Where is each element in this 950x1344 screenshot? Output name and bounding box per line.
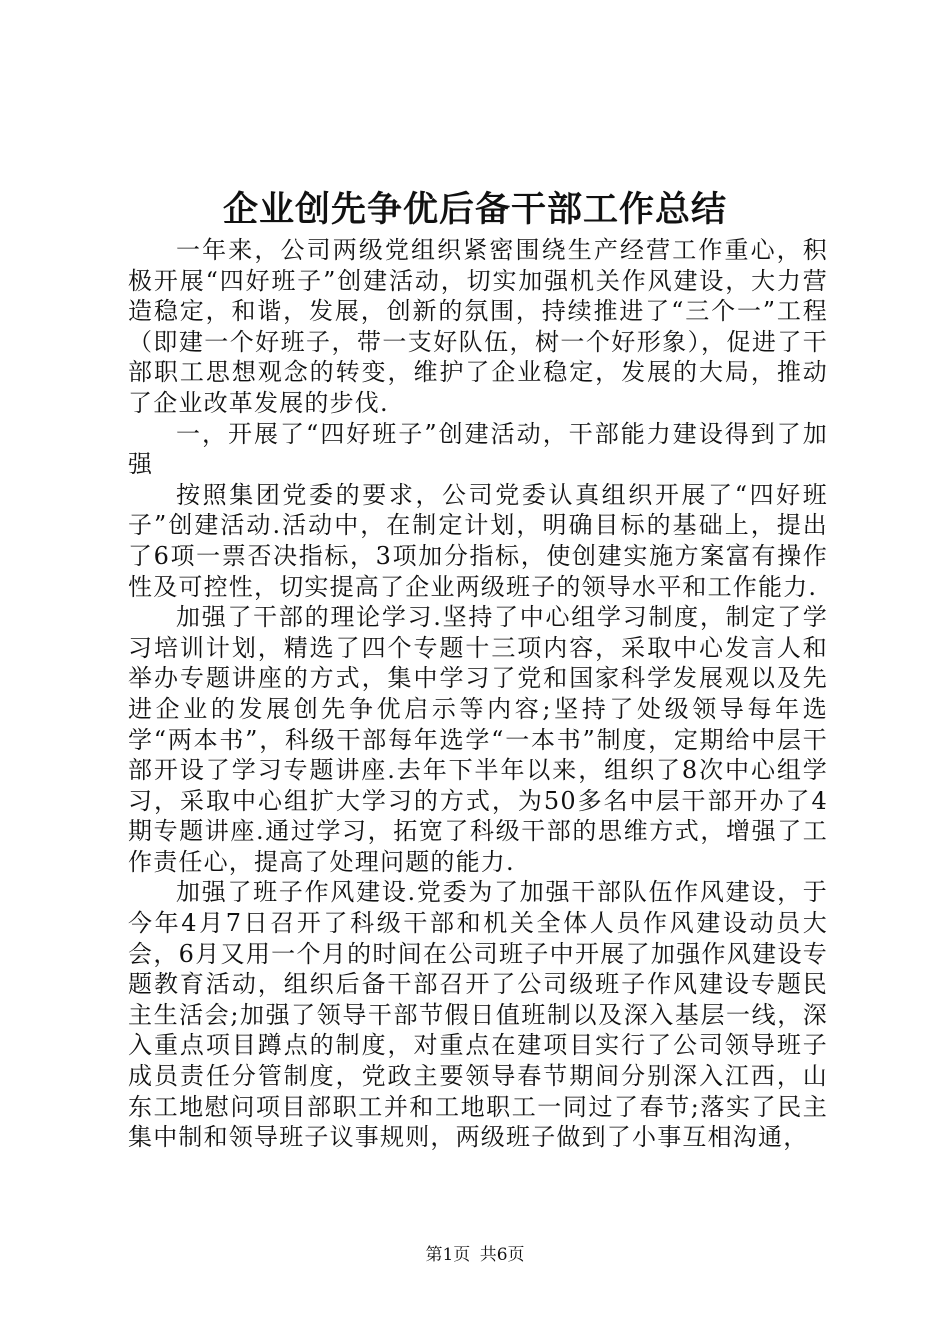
document-title: 企业创先争优后备干部工作总结 bbox=[222, 189, 727, 230]
paragraph-intro: 一年来，公司两级党组织紧密围绕生产经营工作重心，积极开展“四好班子”创建活动，切实加强机关作风建设，大力营造稳定，和谐，发展，创新的氛围，持续推进了“三个一”工程（即建一个好班子，带一支好队伍，树一个好形象），促进了干部职工思想观念的转变，维护了企业稳定，发展的大局，推动了企业改革发展的步伐. bbox=[128, 236, 828, 417]
page-footer bbox=[0, 1243, 950, 1267]
paragraph-section-heading: 一，开展了“四好班子”创建活动，干部能力建设得到了加强 bbox=[128, 419, 828, 479]
page-number: 第1页 bbox=[425, 1245, 471, 1265]
paragraph-theory-study: 加强了干部的理论学习.坚持了中心组学习制度，制定了学习培训计划，精选了四个专题十三项内容，采取中心发言人和举办专题讲座的方式，集中学习了党和国家科学发展观以及先进企业的发展创先争优启示等内容;坚持了处级领导每年选学“两本书”，科级干部每年选学“一本书”制度，定期给中层干部开设了学习专题讲座.去年下半年以来，组织了8次中心组学习，采取中心组扩大学习的方式，为50多名中层干部开办了4期专题讲座.通过学习，拓宽了科级干部的思维方式，增强了工作责任心，提高了处理问题的能力. bbox=[128, 603, 828, 876]
paragraph-four-good-team: 按照集团党委的要求，公司党委认真组织开展了“四好班子”创建活动.活动中，在制定计划，明确目标的基础上，提出了6项一票否决指标，3项加分指标，使创建实施方案富有操作性及可控性，切实提高了企业两级班子的领导水平和工作能力. bbox=[128, 480, 828, 601]
paragraph-work-style: 加强了班子作风建设.党委为了加强干部队伍作风建设，于今年4月7日召开了科级干部和机关全体人员作风建设动员大会，6月又用一个月的时间在公司班子中开展了加强作风建设专题教育活动，组织后备干部召开了公司级班子作风建设专题民主生活会;加强了领导干部节假日值班制以及深入基层一线，深入重点项目蹲点的制度，对重点在建项目实行了公司领导班子成员责任分管制度，党政主要领导春节期间分别深入江西，山东工地慰问项目部职工并和工地职工一同过了春节;落实了民主集中制和领导班子议事规则，两级班子做到了小事互相沟通， bbox=[128, 878, 828, 1152]
document-body bbox=[128, 235, 828, 1153]
page-total: 共6页 bbox=[479, 1245, 525, 1265]
